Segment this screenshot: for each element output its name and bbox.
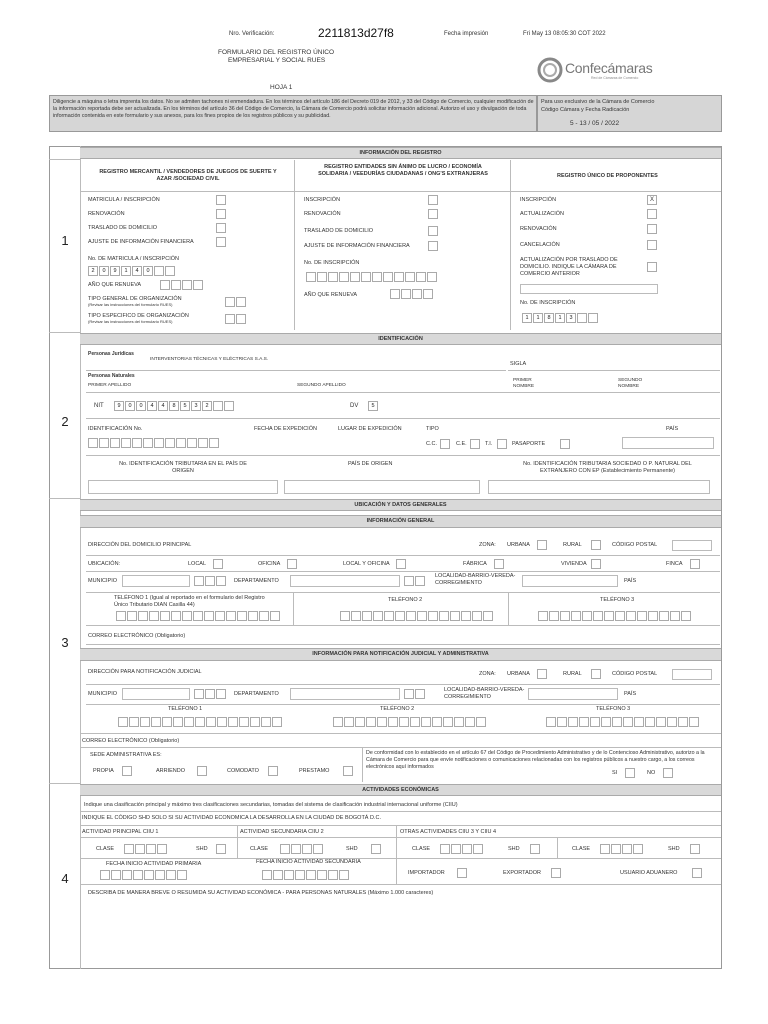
phone1-boxes[interactable] [118,717,282,727]
country-label: PAÍS [624,691,637,697]
issue-date-label: FECHA DE EXPEDICIÓN [254,426,317,432]
checkbox[interactable] [494,559,504,569]
secondary-activity-label: ACTIVIDAD SECUNDARIA CIIU 2 [240,829,324,835]
digit-box[interactable]: 4 [147,401,157,411]
section-3-number: 3 [61,635,69,650]
ciiu-instruction: Indique una clasificación principal y máximo tres clasificaciones secundarias, tomadas del sistema de clasificación industrial internacional uniforme (CIIU) [84,802,458,808]
specific-org-type-boxes[interactable] [225,314,246,324]
digit-box[interactable]: 4 [132,266,142,276]
rup-inscription-digits[interactable] [522,313,598,323]
digit-box[interactable]: 3 [191,401,201,411]
notice-text: Diligencie a máquina o letra imprenta los datos. No se admiten tachones ni enmendadura. En los términos del artículo 186 del Decreto 019 de 2012, y 33 del Código de Comercio, cualquier modificación de la información reportada debe ser actualizada. En los términos del artículo 36 del Código de Comercio, la Cámara de Comercio podrá solicitar información adicional. Autorizo el uso y divulgación de toda información contenida en este formulario y sus anexos, para los fines propios de los registros públicos y su publicidad. [53,99,534,119]
phone3-label: TELÉFONO 3 [596,706,631,712]
checkbox[interactable] [428,195,438,205]
divider [508,370,720,371]
yes-label: SI [612,770,618,776]
primary-date-boxes[interactable] [100,870,187,880]
checkbox[interactable] [537,669,547,679]
checkbox[interactable] [497,439,507,449]
checkbox[interactable] [216,195,226,205]
checkbox[interactable] [647,262,657,272]
passport-label: PASAPORTE [512,441,546,447]
id-number-boxes[interactable] [88,438,219,448]
print-date: Fri May 13 08:05:30 COT 2022 [523,31,606,37]
digit-box[interactable] [224,401,234,411]
class-label: CLASE [96,846,115,852]
logo-text: Confecámaras [565,60,653,76]
customs-user-label: USUARIO ADUANERO [620,870,678,876]
divider [80,733,721,734]
digit-box[interactable]: 3 [566,313,576,323]
checkbox-checked[interactable]: X [647,195,657,205]
location-option: LOCAL Y OFICINA [343,561,390,567]
foreign-tax-id-label: No. IDENTIFICACIÓN TRIBUTARIA EN EL PAÍS DE ORIGEN [119,461,247,474]
section-2-number: 2 [61,414,69,429]
chamber-code-date: 5 - 13 / 05 / 2022 [570,120,620,127]
company-name: INTERVENTORIAS TÉCNICAS Y ELÉCTRICAS S.A.S. [150,357,269,362]
checkbox[interactable] [591,559,601,569]
checkbox[interactable] [287,559,297,569]
phone2-boxes[interactable] [333,717,486,727]
seat-option: ARRIENDO [156,768,186,774]
natural-persons-label: Personas Naturales [88,373,135,379]
checkbox[interactable] [663,768,673,778]
dv-label: DV [350,403,359,409]
phone3-label: TELÉFONO 3 [600,597,635,603]
mercantil-option: TRASLADO DE DOMICILIO [88,225,158,231]
country-field[interactable] [622,437,714,449]
issue-place-label: LUGAR DE EXPEDICIÓN [338,426,402,432]
rup-transfer-label: ACTUALIZACIÓN POR TRASLADO DE DOMICILIO. INDIQUE LA CÁMARA DE COMERCIO ANTERIOR [520,257,618,277]
checkbox[interactable] [692,868,702,878]
divider [86,370,506,371]
form-title-line2: EMPRESARIAL Y SOCIAL RUES [228,57,326,64]
ep-tax-id-field[interactable] [488,480,710,494]
number-column-divider [80,146,81,969]
divider [86,392,720,393]
checkbox[interactable] [625,768,635,778]
digit-box[interactable]: 5 [368,401,378,411]
cc-label: C.C. [426,441,437,447]
digit-box[interactable]: 0 [136,401,146,411]
divider [80,858,721,859]
section-registro-band: INFORMACIÓN DEL REGISTRO [80,147,721,159]
divider [86,455,720,456]
postal-code-label: CÓDIGO POSTAL [612,542,658,548]
checkbox[interactable] [268,766,278,776]
divider [86,644,720,645]
divider [86,418,720,419]
logo-mark-icon [537,57,563,83]
mercantil-column-title: REGISTRO MERCANTIL / VENDEDORES DE JUEGOS DE SUERTE Y AZAR /SOCIEDAD CIVIL [99,169,277,182]
form-title-line1: FORMULARIO DEL REGISTRO ÚNICO [218,49,335,56]
rural-label: RURAL [563,542,582,548]
checkbox[interactable] [591,540,601,550]
checkbox[interactable] [470,439,480,449]
digit-box[interactable]: 4 [158,401,168,411]
acronym-label: SIGLA [510,361,527,367]
main-address-label: DIRECCIÓN DEL DOMICILIO PRINCIPAL [88,542,192,548]
admin-seat-label: SEDE ADMINISTRATIVA ES: [90,752,162,758]
esal-column-title: REGISTRO ENTIDADES SIN ÁNIMO DE LUCRO / ECONOMÍA SOLIDARIA / VEEDURÍAS CIUDADANAS / ONG'S EXTRANJERAS [318,164,488,177]
previous-chamber-field[interactable] [520,284,658,294]
shd-label: SHD [508,846,520,852]
neighborhood-field[interactable] [522,575,618,587]
checkbox[interactable] [396,559,406,569]
checkbox[interactable] [530,844,540,854]
checkbox[interactable] [216,237,226,247]
esal-option: TRASLADO DE DOMICILIO [304,228,374,234]
ti-label: T.I. [485,441,493,447]
department-label: DEPARTAMENTO [234,691,279,697]
digit-box[interactable] [154,266,164,276]
checkbox[interactable] [343,766,353,776]
general-org-type-label: TIPO GENERAL DE ORGANIZACIÓN [88,296,182,302]
notification-address-label: DIRECCIÓN PARA NOTIFICACIÓN JUDICIAL [88,669,202,675]
verification-code: 2211813d27f8 [318,26,394,40]
checkbox[interactable] [537,540,547,550]
department-code-boxes[interactable] [404,689,425,699]
phone1-label: TELÉFONO 1 (Igual al reportado en el formulario del Registro Único Tributario DIAN Casilla 44) [114,595,265,608]
phone1-boxes[interactable] [116,611,280,621]
divider [86,684,720,685]
phone2-boxes[interactable] [340,611,493,621]
divider [80,884,721,885]
chamber-use-label: Para uso exclusivo de la Cámara de Comercio [541,99,655,105]
esal-option: INSCRIPCIÓN [304,197,341,203]
digit-box[interactable]: 1 [121,266,131,276]
notice-box [49,95,537,132]
first-surname-label: PRIMER APELLIDO [88,383,132,388]
other-activities-label: OTRAS ACTIVIDADES CIIU 3 Y CIIU 4 [400,829,497,835]
general-org-type-note: (Revisar las instrucciones del formulario RUES) [88,302,173,307]
divider [86,704,720,705]
class-boxes[interactable] [280,844,323,854]
checkbox[interactable] [122,766,132,776]
general-info-band: INFORMACIÓN GENERAL [80,515,721,528]
neighborhood-label: LOCALIDAD-BARRIO-VEREDA-CORREGIMIENTO [444,687,525,700]
checkbox[interactable] [197,766,207,776]
postal-code-label: CÓDIGO POSTAL [612,671,658,677]
renewal-year-boxes[interactable] [160,280,203,290]
checkbox[interactable] [216,209,226,219]
section-1-number: 1 [61,233,69,248]
logo-subtitle: Red de Cámaras de Comercio [591,76,639,80]
divider [294,160,295,330]
rup-inscription-label: No. DE INSCRIPCIÓN [520,300,576,306]
location-option: LOCAL [188,561,207,567]
matricula-digits[interactable] [88,266,175,276]
rup-option: RENOVACIÓN [520,226,557,232]
checkbox[interactable] [551,868,561,878]
no-label: NO [647,770,656,776]
divider [557,838,558,859]
first-name-label: PRIMER NOMBRE [513,378,535,389]
specific-org-type-note: (Revisar las instrucciones del formulario RUES) [88,319,173,324]
matricula-label: No. DE MATRICULA / INSCRIPCIÓN [88,256,179,262]
postal-code-field[interactable] [672,540,712,551]
location-option: OFICINA [258,561,281,567]
checkbox[interactable] [216,223,226,233]
checkbox[interactable] [428,241,438,251]
location-option: VIVIENDA [561,561,587,567]
checkbox[interactable] [647,209,657,219]
section-identificacion-band: IDENTIFICACIÓN [80,333,721,345]
digit-box[interactable]: 0 [99,266,109,276]
notification-info-band: INFORMACIÓN PARA NOTIFICACIÓN JUDICIAL Y ADMINISTRATIVA [80,648,721,661]
digit-box[interactable] [588,313,598,323]
digit-box[interactable] [165,266,175,276]
nit-label: NIT [94,403,104,409]
mercantil-option: AJUSTE DE INFORMACIÓN FINANCIERA [88,239,194,245]
specific-org-type-label: TIPO ESPECIFICO DE ORGANIZACIÓN [88,313,189,319]
esal-year-label: AÑO QUE RENUEVA [304,292,358,298]
digit-box[interactable]: 1 [533,313,543,323]
digit-box[interactable]: 1 [522,313,532,323]
municipality-code-boxes[interactable] [194,689,226,699]
sheet-number: HOJA 1 [270,84,293,91]
id-number-label: IDENTIFICACIÓN No. [88,426,143,432]
municipality-code-boxes[interactable] [194,576,226,586]
digit-box[interactable]: 1 [555,313,565,323]
location-label: UBICACIÓN: [88,561,121,567]
phone2-label: TELÉFONO 2 [388,597,423,603]
phone1-label: TELÉFONO 1 [168,706,203,712]
email-notification-consent: De conformidad con lo establecido en el artículo 67 del Código de Procedimiento Administrativo y de lo Contencioso Administrativo, autorizo a la Cámara de Comercio para que envíe notificaciones o comunicaciones relacionadas con los registros públicos a nuestro cargo, a los correos electrónicos aquí informados [366,750,705,770]
importer-label: IMPORTADOR [408,870,445,876]
ep-tax-id-label: No. IDENTIFICACIÓN TRIBUTARIA SOCIEDAD O P. NATURAL DEL EXTRANJERO CON EP (Establecimiento Permanente) [523,461,692,474]
divider [86,571,720,572]
checkbox[interactable] [690,559,700,569]
digit-box[interactable]: 9 [110,266,120,276]
checkbox[interactable] [216,844,226,854]
confecamaras-logo [537,57,665,85]
digit-box[interactable]: 2 [88,266,98,276]
municipality-label: MUNICIPIO [88,691,118,697]
digit-box[interactable]: 0 [125,401,135,411]
checkbox[interactable] [647,240,657,250]
checkbox[interactable] [647,224,657,234]
divider [49,332,81,333]
divider [362,748,363,782]
legal-persons-label: Personas Jurídicas [88,351,134,357]
esal-inscription-boxes[interactable] [306,272,437,282]
checkbox[interactable] [591,669,601,679]
digit-box[interactable]: 2 [202,401,212,411]
nit-digits[interactable] [114,401,234,411]
divider [396,826,397,884]
urban-label: URBANA [507,671,530,677]
divider [508,593,509,625]
neighborhood-label: LOCALIDAD-BARRIO-VEREDA-CORREGIMIENTO [435,573,516,586]
divider [80,191,721,192]
divider [86,592,720,593]
phone3-boxes[interactable] [546,717,699,727]
seat-option: COMODATO [227,768,259,774]
primary-activity-label: ACTIVIDAD PRINCIPAL CIIU 1 [82,829,159,835]
digit-box[interactable]: 8 [544,313,554,323]
section-ubicacion-band: UBICACIÓN Y DATOS GENERALES [80,499,721,511]
rup-option: CANCELACIÓN [520,242,560,248]
divider [510,160,511,330]
phone2-label: TELÉFONO 2 [380,706,415,712]
divider [80,811,721,812]
shd-label: SHD [196,846,208,852]
municipality-field[interactable] [122,575,190,587]
location-option: FÁBRICA [463,561,487,567]
shd-instruction: INDIQUE EL CÓDIGO SHD SOLO SI SU ACTIVIDAD ECONOMICA LA DESARROLLA EN LA CIUDAD DE BOGOTÁ D.C. [82,815,382,821]
activity-description-label: DESCRIBA DE MANERA BREVE O RESUMIDA SU ACTIVIDAD ECONÓMICA - PARA PERSONAS NATURALES (Máximo 1.000 caracteres) [88,890,434,896]
foreign-tax-id-field[interactable] [88,480,278,494]
department-code-boxes[interactable] [404,576,425,586]
divider [80,747,721,748]
checkbox[interactable] [440,439,450,449]
urban-label: URBANA [507,542,530,548]
origin-country-label: PAÍS DE ORIGEN [348,461,393,467]
checkbox[interactable] [213,559,223,569]
location-option: FINCA [666,561,683,567]
print-date-label: Fecha impresión [444,31,489,37]
neighborhood-field[interactable] [528,688,618,700]
zone-label: ZONA: [479,671,496,677]
divider [49,159,81,160]
secondary-date-boxes[interactable] [262,870,349,880]
phone3-boxes[interactable] [538,611,691,621]
section-4-number: 4 [61,871,69,886]
ce-label: C.E. [456,441,467,447]
section-actividades-band: ACTIVIDADES ECONÓMICAS [80,784,721,796]
country-label: PAÍS [624,578,637,584]
checkbox[interactable] [690,844,700,854]
department-field[interactable] [290,575,400,587]
chamber-code-label: Código Cámara y Fecha Radicación [541,107,630,113]
mercantil-option: RENOVACIÓN [88,211,125,217]
checkbox[interactable] [560,439,570,449]
divider [80,837,721,838]
mercantil-option: MATRICULA / INSCRIPCIÓN [88,197,160,203]
divider [86,555,720,556]
divider [86,625,720,626]
rup-option: ACTUALIZACIÓN [520,211,565,217]
divider [49,498,81,499]
email-label: CORREO ELECTRÓNICO (Obligatorio) [82,738,180,744]
zone-label: ZONA: [479,542,496,548]
general-org-type-boxes[interactable] [225,297,246,307]
municipality-field[interactable] [122,688,190,700]
verification-label: Nro. Verificación: [229,31,275,37]
municipality-label: MUNICIPIO [88,578,118,584]
seat-option: PRESTAMO [299,768,330,774]
esal-option: AJUSTE DE INFORMACIÓN FINANCIERA [304,243,410,249]
divider [293,593,294,625]
divider [237,826,238,859]
class-label: CLASE [250,846,269,852]
id-type-label: TIPO [426,426,439,432]
secondary-start-date-label: FECHA INICIO ACTIVIDAD SECUNDARIA [256,859,361,865]
checkbox[interactable] [428,226,438,236]
class-boxes[interactable] [124,844,167,854]
esal-year-boxes[interactable] [390,289,433,299]
dv-box[interactable] [368,401,378,411]
department-field[interactable] [290,688,400,700]
digit-box[interactable]: 9 [114,401,124,411]
esal-inscription-label: No. DE INSCRIPCIÓN [304,260,360,266]
seat-option: PROPIA [93,768,114,774]
rup-option: INSCRIPCIÓN [520,197,557,203]
renewal-year-label: AÑO QUE RENUEVA [88,282,142,288]
country-label: PAÍS [666,426,679,432]
digit-box[interactable] [577,313,587,323]
primary-start-date-label: FECHA INICIO ACTIVIDAD PRIMARIA [106,861,202,867]
checkbox[interactable] [428,209,438,219]
digit-box[interactable] [213,401,223,411]
digit-box[interactable]: 0 [143,266,153,276]
department-label: DEPARTAMENTO [234,578,279,584]
second-surname-label: SEGUNDO APELLIDO [297,383,346,388]
email-label: CORREO ELECTRÓNICO (Obligatorio) [88,633,186,639]
class-label: CLASE [412,846,431,852]
class-boxes[interactable] [600,844,643,854]
postal-code-field[interactable] [672,669,712,680]
activity-description-field[interactable] [84,898,718,966]
class-label: CLASE [572,846,591,852]
digit-box[interactable]: 5 [180,401,190,411]
class-boxes[interactable] [440,844,483,854]
shd-label: SHD [346,846,358,852]
esal-option: RENOVACIÓN [304,211,341,217]
chamber-use-box [537,95,722,132]
origin-country-field[interactable] [284,480,480,494]
second-name-label: SEGUNDO NOMBRE [618,378,643,389]
shd-label: SHD [668,846,680,852]
checkbox[interactable] [457,868,467,878]
checkbox[interactable] [371,844,381,854]
digit-box[interactable]: 8 [169,401,179,411]
divider [80,825,721,826]
rup-column-title: REGISTRO ÚNICO DE PROPONENTES [557,173,658,179]
exporter-label: EXPORTADOR [503,870,541,876]
divider [49,783,81,784]
rural-label: RURAL [563,671,582,677]
